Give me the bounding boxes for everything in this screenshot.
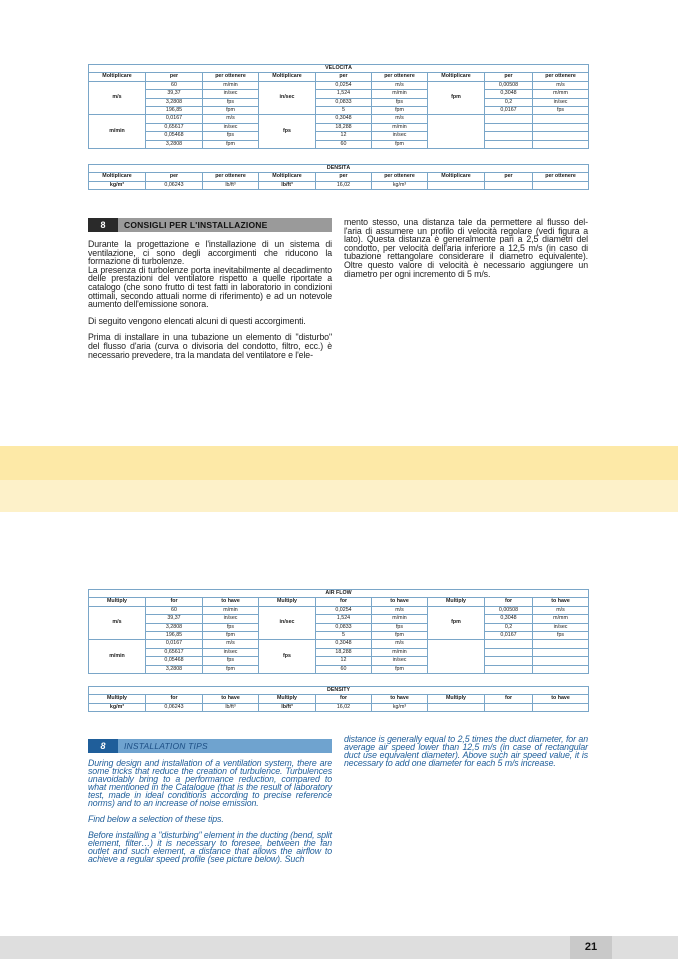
unit-cell: fps — [259, 640, 316, 674]
column-header: for — [485, 695, 533, 703]
table-caption: AIR FLOW — [89, 590, 589, 598]
table-row — [89, 703, 589, 711]
section-title: CONSIGLI PER L'INSTALLAZIONE — [124, 220, 268, 230]
unit-cell: fps — [203, 623, 259, 631]
unit-cell: m/min — [89, 115, 146, 149]
value-cell: 60 — [146, 81, 203, 89]
value-cell: 3,2808 — [146, 140, 203, 148]
table-row — [89, 98, 589, 106]
paragraph: Before installing a "disturbing" element in the ducting (bend, split element, filter…) it is necessary to foresee, between the fan outlet and such element, a distance that allows the airflow to achieve a regular speed profile (see picture below). Such — [88, 830, 332, 864]
value-cell: 0,05468 — [146, 657, 203, 665]
value-cell: 60 — [316, 665, 372, 673]
paragraph: Di seguito vengono elencati alcuni di questi accorgimenti. — [88, 315, 306, 326]
table-caption: VELOCITÀ — [89, 65, 589, 73]
empty-cell — [428, 115, 485, 149]
column-header: to have — [203, 695, 259, 703]
empty-cell — [533, 115, 589, 123]
unit-cell: in/sec — [533, 623, 589, 631]
unit-cell: fpm — [372, 107, 428, 115]
empty-cell — [428, 703, 485, 711]
empty-cell — [485, 115, 533, 123]
section-heading-en — [88, 739, 332, 753]
empty-cell — [485, 657, 533, 665]
table-row — [89, 606, 589, 614]
unit-cell: m/s — [533, 606, 589, 614]
unit-cell: fps — [372, 98, 428, 106]
value-cell: 0,65617 — [146, 123, 203, 131]
value-cell: 1,524 — [316, 615, 372, 623]
value-cell: 3,2808 — [146, 98, 203, 106]
value-cell: 60 — [316, 140, 372, 148]
unit-cell: m/min — [372, 123, 428, 131]
unit-cell: in/sec — [259, 81, 316, 115]
value-cell: 0,0167 — [485, 632, 533, 640]
unit-cell: m/s — [203, 640, 259, 648]
unit-cell: fps — [259, 115, 316, 149]
column-header: Multiply — [259, 695, 316, 703]
value-cell: 0,0167 — [146, 640, 203, 648]
column-header: for — [146, 695, 203, 703]
column-header: to have — [533, 695, 589, 703]
unit-cell: fps — [203, 657, 259, 665]
unit-cell: kg/m³ — [372, 181, 428, 189]
value-cell: 0,3048 — [316, 115, 372, 123]
unit-cell: m/min — [203, 81, 259, 89]
column-header: per ottenere — [203, 73, 259, 81]
table-row — [89, 181, 589, 189]
value-cell: 0,0833 — [316, 98, 372, 106]
empty-cell — [533, 132, 589, 140]
unit-cell: lb/ft³ — [203, 703, 259, 711]
column-header: for — [485, 598, 533, 606]
unit-cell: m/s — [89, 81, 146, 115]
table-row — [89, 140, 589, 148]
unit-cell: m/s — [533, 81, 589, 89]
table-row — [89, 107, 589, 115]
unit-cell: fpm — [428, 606, 485, 640]
column-header: to have — [203, 598, 259, 606]
table-row — [89, 665, 589, 673]
unit-cell: m/min — [372, 648, 428, 656]
column-header: Multiply — [89, 598, 146, 606]
paragraph: During design and installation of a ventilation system, there are some tricks that reduce the creation of turbulence. Turbulences unavoidably bring to a performance reduction, compared to what mentioned in the Catalogue (that is the result of laboratory test, made in ideal conditions according to precise reference norms) and to an increase of noise emission. — [88, 758, 332, 808]
value-cell: 18,288 — [316, 123, 372, 131]
empty-cell — [533, 648, 589, 656]
unit-cell: in/sec — [372, 657, 428, 665]
unit-cell: fps — [203, 132, 259, 140]
column-header: Moltiplicare — [259, 173, 316, 181]
unit-cell: m/s — [372, 640, 428, 648]
density-table-en — [88, 686, 589, 712]
column-header: for — [146, 598, 203, 606]
empty-cell — [485, 140, 533, 148]
value-cell: 12 — [316, 132, 372, 140]
unit-cell: m/min — [89, 640, 146, 674]
table-row — [89, 132, 589, 140]
unit-cell: kg/m³ — [89, 181, 146, 189]
value-cell: 0,0833 — [316, 623, 372, 631]
column-header: Multiply — [89, 695, 146, 703]
decorative-band-light — [0, 480, 678, 512]
value-cell: 0,2 — [485, 98, 533, 106]
paragraph: Find below a selection of these tips. — [88, 814, 224, 824]
column-header: to have — [372, 598, 428, 606]
unit-cell: in/sec — [203, 648, 259, 656]
value-cell: 39,37 — [146, 615, 203, 623]
empty-cell — [533, 657, 589, 665]
section-number: 8 — [88, 218, 118, 232]
table-row — [89, 632, 589, 640]
column-header: Moltiplicare — [428, 173, 485, 181]
table-row — [89, 115, 589, 123]
empty-cell — [485, 123, 533, 131]
paragraph: Durante la progettazione e l'installazione di un sistema di ventilazione, ci sono degli accorgimenti che riducono la formazione di turbolenze. — [88, 239, 332, 267]
unit-cell: in/sec — [203, 90, 259, 98]
paragraph: Prima di installare in una tubazione un elemento di "disturbo" del flusso d'aria (curva o divisoria del condotto, filtro, ecc.) è necessario prevedere, tra la mandata del ventilatore e l'ele- — [88, 332, 332, 360]
value-cell: 0,3048 — [485, 90, 533, 98]
body-text-it-right — [344, 218, 588, 286]
unit-cell: kg/m³ — [89, 703, 146, 711]
column-header: per — [316, 73, 372, 81]
column-header: Moltiplicare — [259, 73, 316, 81]
unit-cell: m/s — [372, 606, 428, 614]
unit-cell: fps — [203, 98, 259, 106]
empty-cell — [533, 181, 589, 189]
column-header: per ottenere — [372, 173, 428, 181]
column-header: per ottenere — [533, 73, 589, 81]
paragraph: La presenza di turbolenze porta inevitabilmente al decadimento delle prestazioni del ventilatore rispetto a quelle riportate a catalogo (che sono frutto di test fatti in laboratorio in condizioni ottimali, secondo attuali norme di riferimento) e ad un notevole aumento dell'emissione sonora. — [88, 264, 332, 310]
unit-cell: fpm — [203, 107, 259, 115]
column-header: Moltiplicare — [89, 73, 146, 81]
body-text-it-left — [88, 240, 332, 367]
value-cell: 1,524 — [316, 90, 372, 98]
table-row — [89, 648, 589, 656]
unit-cell: fpm — [372, 632, 428, 640]
value-cell: 0,0254 — [316, 81, 372, 89]
unit-cell: m/min — [372, 90, 428, 98]
value-cell: 0,05468 — [146, 132, 203, 140]
value-cell: 0,2 — [485, 623, 533, 631]
paragraph: distance is generally equal to 2,5 times the duct diameter, for an average air speed lower than 12,5 m/s (in case of rectangular duct use equivalent diameter). Above such air speed value, it is necessary to add one diameter for each 5 m/s increase. — [344, 734, 588, 768]
table-row — [89, 623, 589, 631]
unit-cell: in/sec — [203, 615, 259, 623]
column-header: to have — [533, 598, 589, 606]
page-number: 21 — [570, 936, 612, 959]
section-number: 8 — [88, 739, 118, 753]
empty-cell — [533, 703, 589, 711]
value-cell: 0,65617 — [146, 648, 203, 656]
value-cell: 0,0254 — [316, 606, 372, 614]
table-row — [89, 90, 589, 98]
empty-cell — [428, 181, 485, 189]
value-cell: 196,85 — [146, 632, 203, 640]
value-cell: 0,0167 — [146, 115, 203, 123]
value-cell: 16,02 — [316, 703, 372, 711]
unit-cell: m/min — [203, 606, 259, 614]
empty-cell — [485, 181, 533, 189]
value-cell: 39,37 — [146, 90, 203, 98]
unit-cell: fps — [533, 632, 589, 640]
column-header: Multiply — [259, 598, 316, 606]
value-cell: 0,06243 — [146, 703, 203, 711]
column-header: per — [316, 173, 372, 181]
column-header: for — [316, 598, 372, 606]
empty-cell — [485, 132, 533, 140]
empty-cell — [533, 123, 589, 131]
value-cell: 0,00508 — [485, 606, 533, 614]
empty-cell — [533, 140, 589, 148]
unit-cell: in/sec — [533, 98, 589, 106]
velocity-table-it — [88, 64, 589, 149]
unit-cell: lb/ft³ — [259, 181, 316, 189]
unit-cell: fps — [372, 623, 428, 631]
unit-cell: fpm — [428, 81, 485, 115]
unit-cell: m/min — [372, 615, 428, 623]
column-header: Multiply — [428, 598, 485, 606]
unit-cell: fpm — [203, 140, 259, 148]
unit-cell: fpm — [203, 665, 259, 673]
unit-cell: m/s — [372, 115, 428, 123]
section-heading-it — [88, 218, 332, 232]
unit-cell: fpm — [372, 665, 428, 673]
table-row — [89, 640, 589, 648]
column-header: to have — [372, 695, 428, 703]
value-cell: 196,85 — [146, 107, 203, 115]
unit-cell: m/mm — [533, 90, 589, 98]
value-cell: 0,3048 — [316, 640, 372, 648]
body-text-en-left — [88, 759, 332, 871]
empty-cell — [533, 665, 589, 673]
unit-cell: m/mm — [533, 615, 589, 623]
value-cell: 5 — [316, 107, 372, 115]
column-header: per — [485, 173, 533, 181]
paragraph: mento stesso, una distanza tale da permettere al flusso del-l'aria di assumere un profilo di velocità regolare (vedi figura a lato). Questa distanza è generalmente pari a 2,5 diametri del condotto, per velocità dell'aria inferiore a 12,5 m/s (in caso di tubazione rettangolare considerare il diametro equivalente). Oltre questo valore di velocità è necessario aggiungere un diametro per ogni incremento di 5 m/s. — [344, 217, 588, 279]
empty-cell — [485, 648, 533, 656]
column-header: per ottenere — [203, 173, 259, 181]
table-caption: DENSITY — [89, 687, 589, 695]
value-cell: 3,2808 — [146, 665, 203, 673]
column-header: per ottenere — [372, 73, 428, 81]
unit-cell: m/s — [89, 606, 146, 640]
table-row — [89, 615, 589, 623]
density-table-it — [88, 164, 589, 190]
column-header: Moltiplicare — [89, 173, 146, 181]
column-header: per — [146, 173, 203, 181]
value-cell: 60 — [146, 606, 203, 614]
unit-cell: fpm — [203, 632, 259, 640]
unit-cell: m/s — [372, 81, 428, 89]
section-title: INSTALLATION TIPS — [124, 741, 208, 751]
unit-cell: m/s — [203, 115, 259, 123]
value-cell: 0,00508 — [485, 81, 533, 89]
empty-cell — [485, 640, 533, 648]
table-row — [89, 657, 589, 665]
unit-cell: lb/ft³ — [203, 181, 259, 189]
unit-cell: kg/m³ — [372, 703, 428, 711]
unit-cell: lb/ft³ — [259, 703, 316, 711]
value-cell: 0,0167 — [485, 107, 533, 115]
empty-cell — [485, 703, 533, 711]
value-cell: 0,3048 — [485, 615, 533, 623]
value-cell: 5 — [316, 632, 372, 640]
value-cell: 0,06243 — [146, 181, 203, 189]
empty-cell — [428, 640, 485, 674]
velocity-table-en — [88, 589, 589, 674]
table-caption: DENSITÀ — [89, 165, 589, 173]
table-row — [89, 81, 589, 89]
column-header: Multiply — [428, 695, 485, 703]
empty-cell — [533, 640, 589, 648]
value-cell: 16,02 — [316, 181, 372, 189]
unit-cell: fpm — [372, 140, 428, 148]
column-header: per ottenere — [533, 173, 589, 181]
column-header: Moltiplicare — [428, 73, 485, 81]
empty-cell — [485, 665, 533, 673]
body-text-en-right — [344, 735, 588, 775]
column-header: for — [316, 695, 372, 703]
unit-cell: in/sec — [372, 132, 428, 140]
value-cell: 12 — [316, 657, 372, 665]
unit-cell: in/sec — [203, 123, 259, 131]
value-cell: 18,288 — [316, 648, 372, 656]
column-header: per — [485, 73, 533, 81]
unit-cell: in/sec — [259, 606, 316, 640]
unit-cell: fps — [533, 107, 589, 115]
value-cell: 3,2808 — [146, 623, 203, 631]
column-header: per — [146, 73, 203, 81]
table-row — [89, 123, 589, 131]
